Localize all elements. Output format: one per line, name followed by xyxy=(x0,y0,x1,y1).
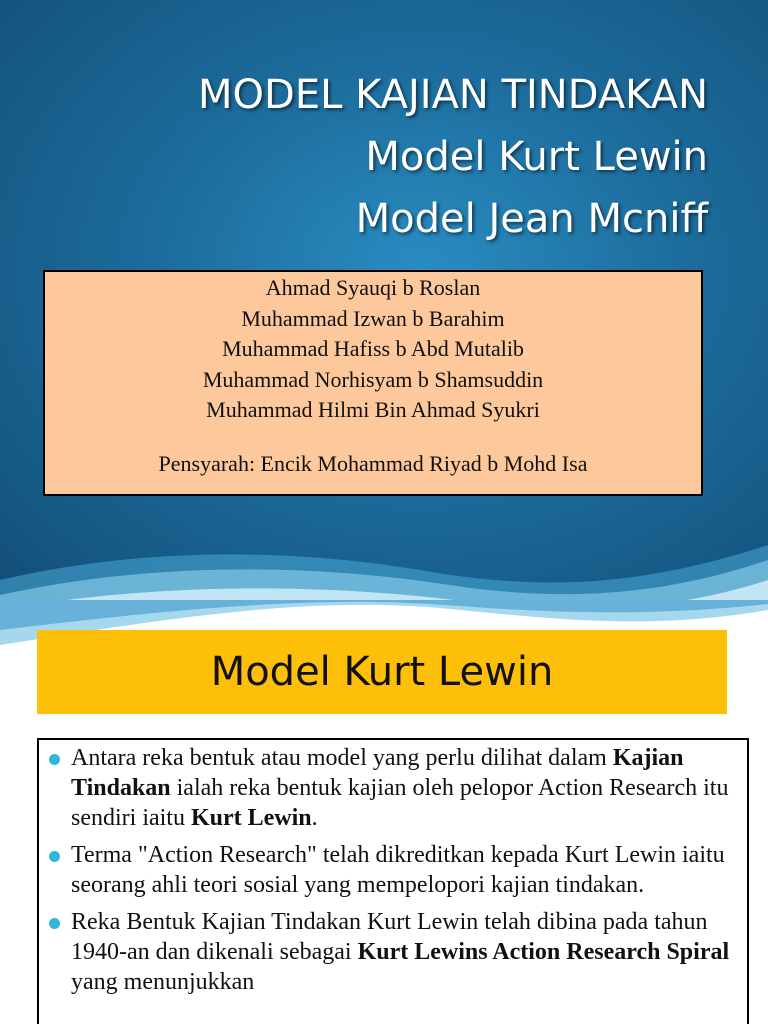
wave-decoration xyxy=(0,540,768,600)
content-slide xyxy=(0,600,768,1024)
bullet-dot-icon xyxy=(49,754,60,765)
presenter-name: Muhammad Izwan b Barahim xyxy=(241,305,505,331)
presenter-name: Ahmad Syauqi b Roslan xyxy=(265,275,481,300)
list-item xyxy=(49,743,739,833)
presenter-name: Muhammad Hilmi Bin Ahmad Syukri xyxy=(206,397,540,422)
bullet-text: ialah reka bentuk kajian oleh pelopor Action Research itu sendiri iaitu xyxy=(71,775,729,831)
bullet-list xyxy=(37,738,749,1024)
bullet-text: . xyxy=(311,805,318,831)
title-line-3: Model Jean Mcniff xyxy=(355,196,708,242)
bullet-dot-icon xyxy=(49,851,60,862)
title-line-2: Model Kurt Lewin xyxy=(365,134,708,180)
slide-title xyxy=(198,64,708,250)
title-line-1: MODEL KAJIAN TINDAKAN xyxy=(198,72,708,118)
list-item xyxy=(49,840,739,900)
bullet-text: Reka Bentuk Kajian Tindakan Kurt Lewin telah dibina pada tahun 1940-an dan dikenali sebagai xyxy=(71,909,708,965)
bullet-text: Antara reka bentuk atau model yang perlu dilihat dalam xyxy=(71,745,613,771)
bullet-text: Terma "Action Research" telah dikreditkan kepada Kurt Lewin iaitu seorang ahli teori sosial yang mempelopori kajian tindakan. xyxy=(71,842,725,898)
bullet-bold-text: Kajian Tindakan xyxy=(71,745,684,801)
bullet-bold-text: Kurt Lewin xyxy=(190,805,312,831)
presenter-list xyxy=(45,273,701,426)
presenter-name: Muhammad Hafiss b Abd Mutalib xyxy=(222,336,524,361)
section-heading: Model Kurt Lewin xyxy=(210,649,554,695)
list-item xyxy=(49,907,739,997)
presenter-name: Muhammad Norhisyam b Shamsuddin xyxy=(202,366,544,392)
bullet-bold-text: Kurt Lewins Action Research Spiral xyxy=(357,939,730,965)
bullet-text: yang menunjukkan xyxy=(71,969,255,995)
lecturer-line: Pensyarah: Encik Mohammad Riyad b Mohd Isa xyxy=(158,450,588,476)
bullet-dot-icon xyxy=(49,918,60,929)
presenters-box xyxy=(43,270,703,496)
section-heading-bar xyxy=(37,630,727,714)
